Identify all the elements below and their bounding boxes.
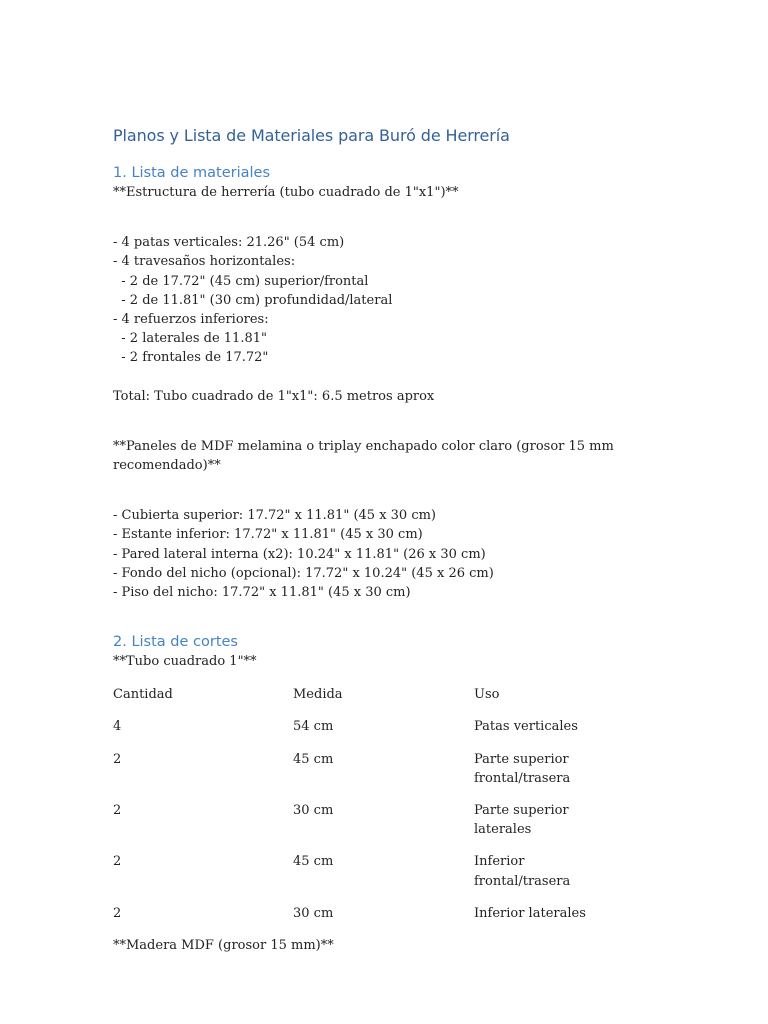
list-item: - 2 laterales de 11.81" xyxy=(113,331,267,347)
table-cell: 54 cm xyxy=(293,719,334,735)
list-item: - Fondo del nicho (opcional): 17.72" x 10.24" (45 x 26 cm) xyxy=(113,565,494,581)
paneles-label-line2: recomendado)** xyxy=(113,458,221,474)
list-item: - Piso del nicho: 17.72" x 11.81" (45 x 30 cm) xyxy=(113,585,411,601)
table-cell: Parte superior laterales xyxy=(474,803,569,838)
document-title: Planos y Lista de Materiales para Buró de Herrería xyxy=(113,126,510,145)
table-row xyxy=(113,904,673,923)
table-cell: 30 cm xyxy=(293,803,334,819)
list-item: - 4 patas verticales: 21.26" (54 cm) xyxy=(113,235,345,251)
table-header-cell: Uso xyxy=(474,687,500,703)
table-cell: 45 cm xyxy=(293,751,334,767)
table-cell: Patas verticales xyxy=(474,719,578,735)
list-item: - 4 refuerzos inferiores: xyxy=(113,312,269,328)
table-cell: 2 xyxy=(113,751,122,767)
table-header-row xyxy=(113,685,673,717)
paneles-list xyxy=(113,506,673,602)
list-item: - 2 frontales de 17.72" xyxy=(113,350,269,366)
table-row xyxy=(113,801,673,839)
table-header-cell: Cantidad xyxy=(113,687,173,703)
table-row xyxy=(113,750,673,788)
table-row xyxy=(113,717,673,736)
table-cell: 2 xyxy=(113,905,122,921)
estructura-list xyxy=(113,233,673,367)
tubo-label: **Tubo cuadrado 1"** xyxy=(113,654,257,670)
cut-table xyxy=(113,685,673,923)
madera-label: **Madera MDF (grosor 15 mm)** xyxy=(113,938,334,954)
table-cell: Parte superior frontal/trasera xyxy=(474,751,571,786)
section-heading-cortes: 2. Lista de cortes xyxy=(113,634,238,651)
document-content xyxy=(113,125,673,955)
table-cell: 4 xyxy=(113,719,122,735)
table-cell: Inferior frontal/trasera xyxy=(474,854,571,889)
table-cell: Inferior laterales xyxy=(474,905,586,921)
paneles-label-line1: **Paneles de MDF melamina o triplay enchapado color claro (grosor 15 mm xyxy=(113,438,614,454)
estructura-label: **Estructura de herrería (tubo cuadrado de 1"x1")** xyxy=(113,185,459,200)
table-row xyxy=(113,852,673,890)
list-item: - 4 travesaños horizontales: xyxy=(113,254,296,270)
table-cell: 30 cm xyxy=(293,905,334,921)
total-line: Total: Tubo cuadrado de 1"x1": 6.5 metros aprox xyxy=(113,388,435,404)
list-item: - Estante inferior: 17.72" x 11.81" (45 x 30 cm) xyxy=(113,527,423,543)
list-item: - 2 de 11.81" (30 cm) profundidad/lateral xyxy=(113,292,393,308)
list-item: - 2 de 17.72" (45 cm) superior/frontal xyxy=(113,273,369,289)
list-item: - Pared lateral interna (x2): 10.24" x 11.81" (26 x 30 cm) xyxy=(113,546,486,562)
table-cell: 2 xyxy=(113,803,122,819)
table-cell: 2 xyxy=(113,854,122,870)
section-heading-materiales: 1. Lista de materiales xyxy=(113,165,271,181)
list-item: - Cubierta superior: 17.72" x 11.81" (45 x 30 cm) xyxy=(113,508,437,524)
table-header-cell: Medida xyxy=(293,687,343,703)
table-cell: 45 cm xyxy=(293,854,334,870)
